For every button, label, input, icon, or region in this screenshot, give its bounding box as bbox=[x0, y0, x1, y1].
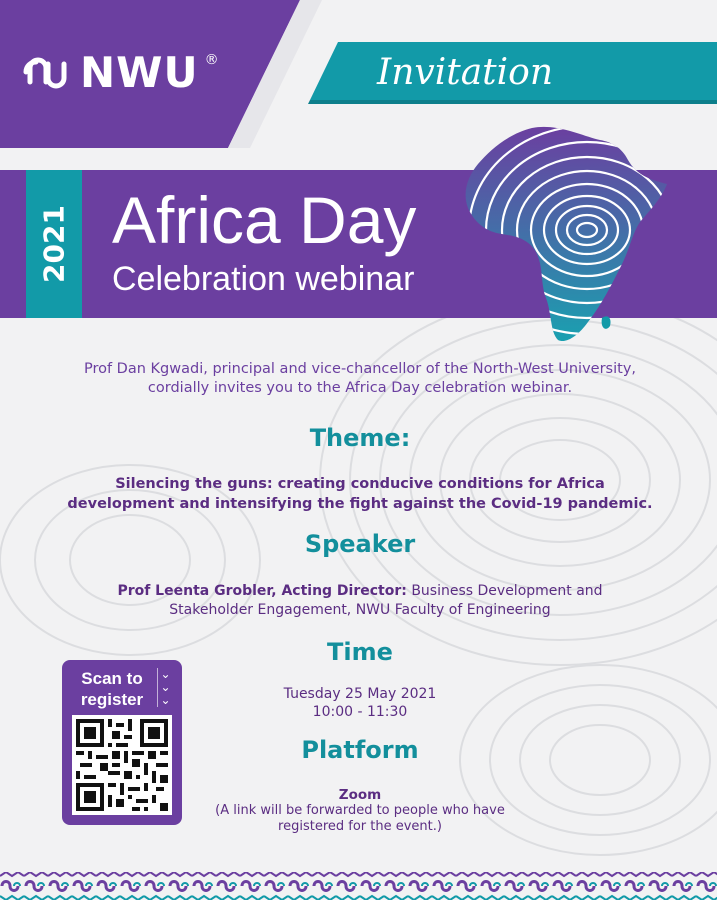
logo-text: NWU bbox=[80, 48, 199, 97]
platform-note: (A link will be forwarded to people who have registered for the event.) bbox=[215, 803, 505, 834]
nwu-logo-icon bbox=[22, 48, 72, 98]
nwu-logo bbox=[22, 48, 219, 98]
registered-mark: ® bbox=[204, 52, 219, 68]
platform-name: Zoom bbox=[338, 787, 382, 803]
event-hours: 10:00 - 11:30 bbox=[312, 704, 408, 720]
chevron-down-icon: ⌄ ⌄ ⌄ bbox=[157, 668, 173, 707]
platform-heading: Platform bbox=[301, 736, 419, 764]
intro-text: Prof Dan Kgwadi, principal and vice-chancellor of the North-West University, cordially invites you to the Africa Day celebration webinar. bbox=[83, 361, 637, 396]
decorative-border-pattern bbox=[0, 872, 717, 900]
speaker-details: Business Development and Stakeholder Engagement, NWU Faculty of Engineering bbox=[169, 583, 603, 618]
time-block bbox=[240, 685, 480, 721]
speaker-name-role: Prof Leenta Grobler, Acting Director: bbox=[117, 583, 407, 599]
year-label: 2021 bbox=[37, 205, 71, 283]
event-subtitle: Celebration webinar bbox=[112, 260, 415, 298]
qr-label: Scan to register bbox=[80, 669, 144, 709]
invitation-heading: Invitation bbox=[376, 52, 554, 93]
event-title: Africa Day bbox=[112, 183, 417, 257]
qr-register-box[interactable] bbox=[62, 660, 182, 825]
theme-heading: Theme: bbox=[309, 424, 411, 452]
speaker-text bbox=[100, 582, 620, 620]
speaker-heading: Speaker bbox=[304, 530, 416, 558]
africa-map-icon bbox=[462, 118, 672, 348]
theme-text: Silencing the guns: creating conducive conditions for Africa development and intensifying the fight against the Covid-19 pandemic. bbox=[67, 476, 653, 512]
event-date: Tuesday 25 May 2021 bbox=[283, 686, 437, 702]
qr-code-icon[interactable] bbox=[72, 715, 172, 815]
time-heading: Time bbox=[327, 638, 393, 666]
